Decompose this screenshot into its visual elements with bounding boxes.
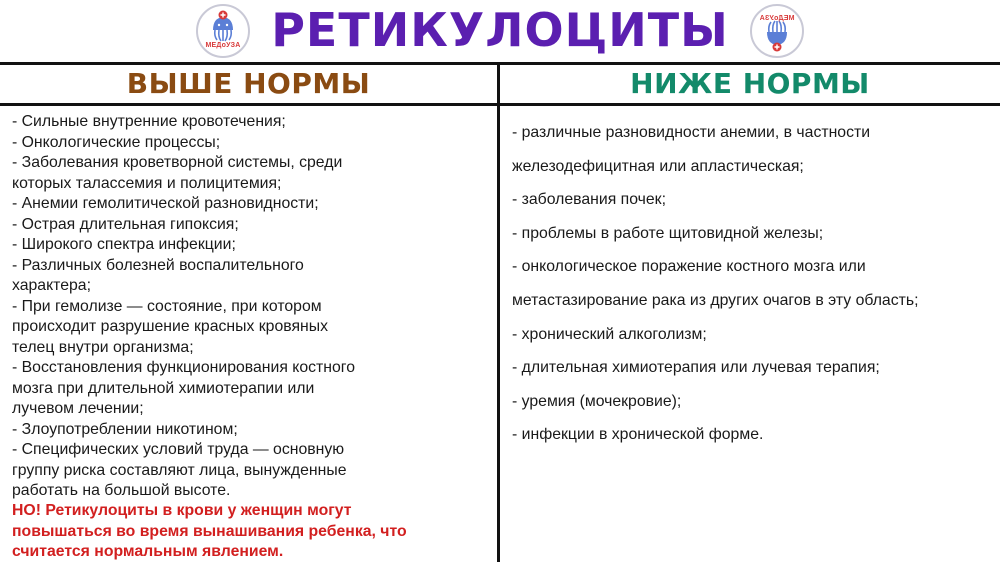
list-item: - Сильные внутренние кровотечения; (12, 113, 286, 130)
list-item: - проблемы в работе щитовидной железы; (512, 224, 824, 242)
list-item: - хронический алкоголизм; (512, 325, 707, 343)
list-item: - инфекции в хронической форме. (512, 426, 764, 444)
list-item: работать на большой высоте. (12, 482, 231, 499)
logo-text: МЕДоУЗА (759, 15, 795, 22)
list-item: - длительная химиотерапия или лучевая терапия; (512, 359, 880, 377)
list-item: характера; (12, 277, 91, 294)
list-item: - При гемолизе — состояние, при котором (12, 297, 322, 315)
list-item: которых талассемия и полицитемия; (12, 174, 282, 192)
heading-above-normal: ВЫШЕ НОРМЫ (126, 67, 371, 100)
header (0, 0, 1000, 60)
below-normal-list (512, 116, 992, 452)
medusa-logo-right (750, 4, 804, 58)
list-item: - Различных болезней воспалительного (12, 256, 304, 274)
list-item: - Злоупотреблении никотином; (12, 420, 238, 438)
list-item: лучевом лечении; (12, 400, 144, 417)
list-item: мозга при длительной химиотерапии или (12, 379, 315, 397)
column-divider (497, 62, 500, 562)
note-line: НО! Ретикулоциты в крови у женщин могут (12, 502, 352, 519)
list-item: - Специфических условий труда — основную (12, 441, 345, 458)
note-line: повышаться во время вынашивания ребенка, что (12, 522, 407, 540)
note-line: считается нормальным явлением. (12, 543, 284, 560)
heading-below-normal: НИЖЕ НОРМЫ (630, 67, 870, 100)
list-item: - Анемии гемолитической разновидности; (12, 195, 319, 212)
list-item: - Заболевания кроветворной системы, среди (12, 154, 343, 171)
list-item: - уремия (мочекровие); (512, 392, 682, 410)
list-item: метастазирование рака из других очагов в эту область; (512, 291, 919, 309)
list-item: - онкологическое поражение костного мозга или (512, 258, 866, 276)
list-item: группу риска составляют лица, вынужденные (12, 461, 347, 479)
jellyfish-mirrored-icon (752, 6, 802, 56)
top-divider (0, 62, 1000, 65)
list-item: происходит разрушение красных кровяных (12, 318, 328, 335)
pregnancy-note (12, 501, 462, 563)
list-item: телец внутри организма; (12, 338, 194, 356)
list-item: - Онкологические процессы; (12, 133, 221, 151)
logo-text: МЕДоУЗА (205, 42, 241, 49)
above-normal-list (12, 112, 490, 502)
list-item: - Широкого спектра инфекции; (12, 236, 236, 253)
heading-divider (0, 103, 1000, 106)
list-item: - Острая длительная гипоксия; (12, 215, 239, 233)
list-item: - различные разновидности анемии, в частности (512, 124, 871, 141)
list-item: - Восстановления функционирования костного (12, 359, 355, 376)
list-item: - заболевания почек; (512, 191, 666, 209)
list-item: железодефицитная или апластическая; (512, 157, 804, 175)
page-title: РЕТИКУЛОЦИТЫ (271, 3, 729, 57)
